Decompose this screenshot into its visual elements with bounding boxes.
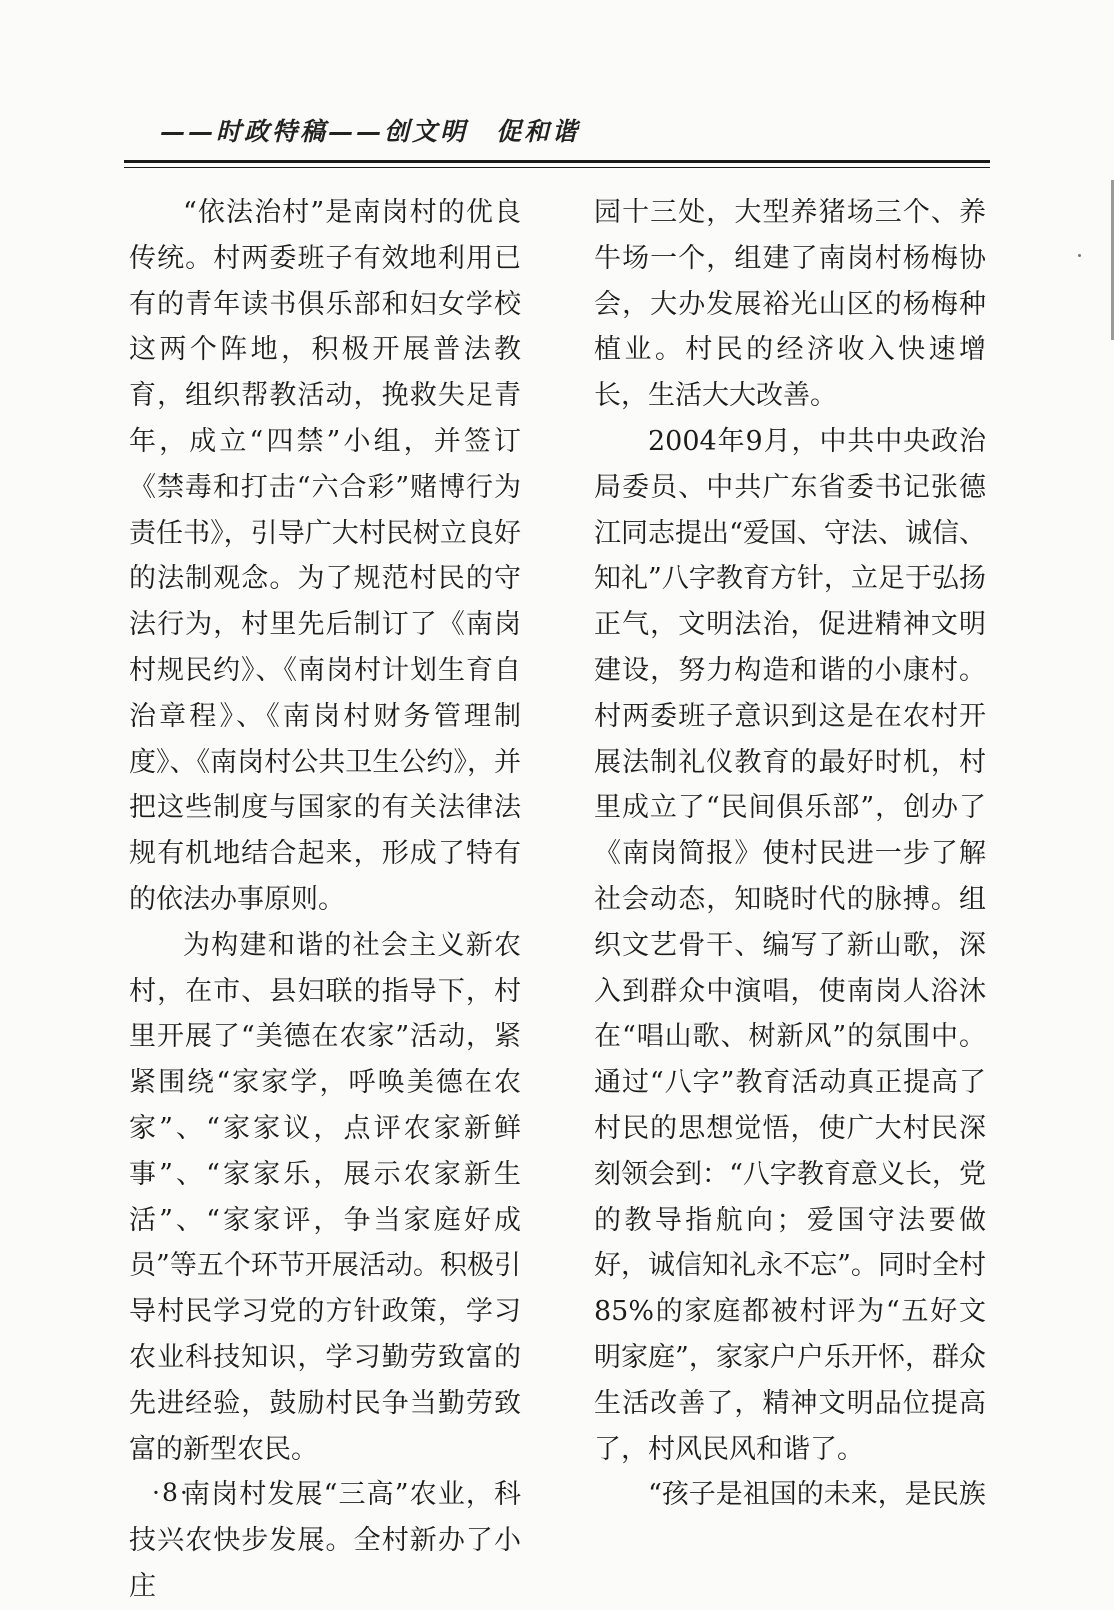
right-column <box>594 190 986 1518</box>
paragraph-agriculture: 南岗村发展“三高”农业，科技兴农快步发展。全村新办了小庄 <box>129 1479 521 1602</box>
paragraph-agriculture-continued: 园十三处，大型养猪场三个、养牛场一个，组建了南岗村杨梅协会，大办发展裕光山区的杨梅种植业。村民的经济收入快速增长，生活大大改善。 <box>594 197 986 412</box>
header-rule-thin <box>124 167 990 168</box>
paragraph-children: “孩子是祖国的未来，是民族 <box>648 1479 986 1511</box>
running-header: ——时政特稿——创文明 促和谐 <box>160 117 581 146</box>
left-column <box>129 190 521 1610</box>
paragraph-eight-character-education: 2004年9月，中共中央政治局委员、中共广东省委书记张德江同志提出“爱国、守法、诚信、知礼”八字教育方针，立足于弘扬正气，文明法治，促进精神文明建设，努力构造和谐的小康村。村两委班子意识到这是在农村开展法制礼仪教育的最好时机，村里成立了“民间俱乐部”，创办了《南岗简报》使村民进一步了解社会动态，知晓时代的脉搏。组织文艺骨干、编写了新山歌，深入到群众中演唱，使南岗人浴沐在“唱山歌、树新风”的氛围中。通过“八字”教育活动真正提高了村民的思想觉悟，使广大村民深刻领会到：“八字教育意义长，党的教导指航向；爱国守法要做好，诚信知礼永不忘”。同时全村85%的家庭都被村评为“五好文明家庭”，家家户户乐开怀，群众生活改善了，精神文明品位提高了，村风民风和谐了。 <box>594 425 986 1465</box>
paragraph-rule-of-law: “依法治村”是南岗村的优良传统。村两委班子有效地利用已有的青年读书俱乐部和妇女学校这两个阵地，积极开展普法教育，组织帮教活动，挽救失足青年，成立“四禁”小组，并签订《禁毒和打击“六合彩”赌博行为责任书》，引导广大村民树立良好的法制观念。为了规范村民的守法行为，村里先后制订了《南岗村规民约》、《南岗村计划生育自治章程》、《南岗村财务管理制度》、《南岗村公共卫生公约》，并把这些制度与国家的有关法律法规有机地结合起来，形成了特有的依法办事原则。 <box>129 197 521 915</box>
header-rule-thick <box>124 160 990 163</box>
page-number: ·8· <box>152 1478 190 1507</box>
paragraph-virtue-activity: 为构建和谐的社会主义新农村，在市、县妇联的指导下，村里开展了“美德在农家”活动，紧紧围绕“家家学，呼唤美德在农家”、“家家议，点评农家新鲜事”、“家家乐，展示农家新生活”、“家家评，争当家庭好成员”等五个环节开展活动。积极引导村民学习党的方针政策，学习农业科技知识，学习勤劳致富的先进经验，鼓励村民争当勤劳致富的新型农民。 <box>129 929 521 1465</box>
scan-speck <box>1078 254 1081 257</box>
